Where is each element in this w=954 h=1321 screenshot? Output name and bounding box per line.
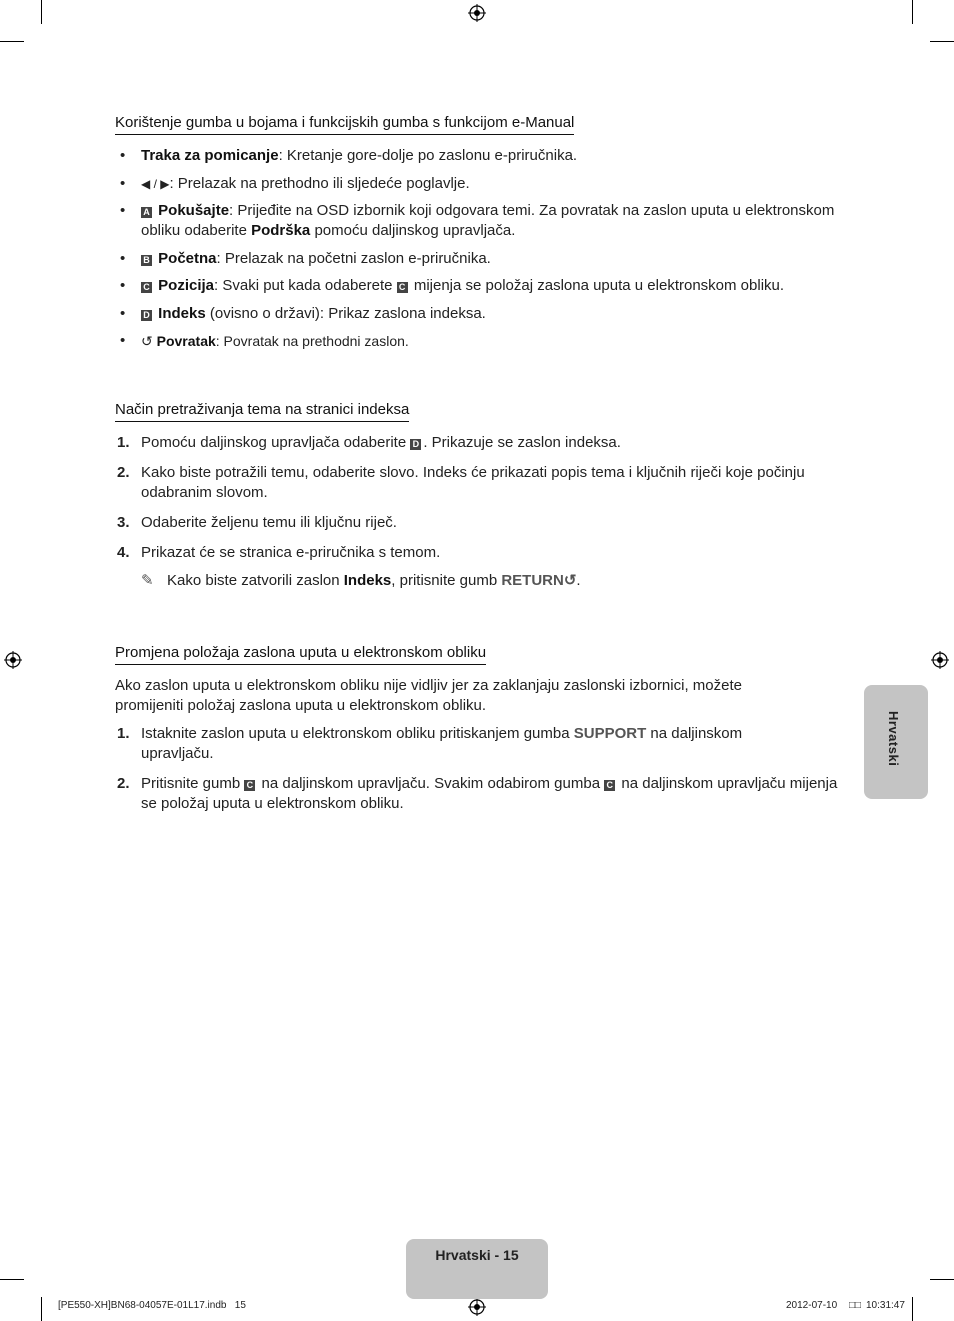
section-heading-color-buttons: Korištenje gumba u bojama i funkcijskih gumba s funkcijom e-Manual bbox=[115, 114, 574, 135]
bullet: • bbox=[120, 332, 126, 349]
note-pencil-icon: ✎ bbox=[141, 572, 154, 589]
imprint-time: 10:31:47 bbox=[866, 1300, 905, 1311]
arrows-icon: ◀ / ▶ bbox=[141, 177, 170, 191]
list-item bbox=[141, 304, 841, 324]
step-text-part: . Prikazuje se zaslon indeksa. bbox=[423, 434, 621, 451]
item-term: Pokušajte bbox=[158, 202, 230, 219]
step-number: 3. bbox=[117, 514, 130, 531]
note-term: Indeks bbox=[343, 572, 392, 589]
list-item bbox=[141, 201, 841, 241]
imprint-date: 2012-07-10 bbox=[786, 1300, 838, 1311]
step-text bbox=[141, 433, 841, 453]
item-term: Pozicija bbox=[158, 277, 215, 294]
step-text-part: Istaknite zaslon uputa u elektronskom obliku pritiskanjem gumba bbox=[141, 725, 574, 742]
item-text-2: pomoću daljinskog upravljača. bbox=[310, 222, 516, 239]
a-key-icon: A bbox=[141, 207, 152, 218]
registration-mark-icon bbox=[931, 651, 949, 669]
step-text bbox=[141, 774, 841, 814]
section-heading-position: Promjena položaja zaslona uputa u elektronskom obliku bbox=[115, 644, 486, 665]
item-term: Indeks bbox=[158, 305, 206, 322]
step-text-part: na daljinskom upravljaču. Svakim odabirom gumba bbox=[257, 775, 605, 792]
step-number: 1. bbox=[117, 434, 130, 451]
step-number: 1. bbox=[117, 725, 130, 742]
step-number: 2. bbox=[117, 775, 130, 792]
list-item bbox=[141, 174, 841, 194]
registration-mark-icon bbox=[4, 651, 22, 669]
list-item bbox=[141, 276, 861, 296]
crop-mark bbox=[41, 0, 42, 24]
section-heading-index-search: Način pretraživanja tema na stranici indeksa bbox=[115, 401, 409, 422]
return-icon: ↺ bbox=[141, 333, 153, 349]
list-item bbox=[141, 249, 841, 269]
c-key-icon: C bbox=[244, 780, 255, 791]
crop-mark bbox=[912, 0, 913, 24]
page-number-tab bbox=[406, 1239, 548, 1299]
crop-mark bbox=[0, 1279, 24, 1280]
bullet: • bbox=[120, 147, 126, 164]
item-term: Povratak bbox=[156, 333, 216, 349]
support-button-label: SUPPORT bbox=[573, 725, 647, 742]
item-term: Traka za pomicanje bbox=[141, 147, 279, 164]
d-key-icon: D bbox=[410, 439, 421, 450]
note-text-part: , pritisnite gumb bbox=[391, 572, 502, 589]
step-text: Kako biste potražili temu, odaberite slovo. Indeks će prikazati popis tema i ključnih riječi koje počinju odabranim slovom. bbox=[141, 464, 805, 501]
language-label: Hrvatski bbox=[886, 711, 901, 767]
c-key-icon: C bbox=[141, 282, 152, 293]
item-term-2: Podrška bbox=[251, 222, 311, 239]
intro-paragraph: Ako zaslon uputa u elektronskom obliku nije vidljiv jer za zaklanjaju zaslonski izbornici, možete promijeniti položaj zaslona uputa u elektronskom obliku. bbox=[115, 677, 742, 714]
bullet: • bbox=[120, 250, 126, 267]
registration-mark-icon bbox=[468, 4, 486, 22]
step-text-part: Pritisnite gumb bbox=[141, 775, 245, 792]
crop-mark bbox=[41, 1297, 42, 1321]
c-key-icon: C bbox=[604, 780, 615, 791]
step-number: 4. bbox=[117, 544, 130, 561]
return-button-label: RETURN↺ bbox=[501, 572, 577, 589]
item-text: : Prelazak na početni zaslon e-priručnika. bbox=[216, 250, 491, 267]
bullet: • bbox=[120, 202, 126, 219]
b-key-icon: B bbox=[141, 255, 152, 266]
bullet: • bbox=[120, 175, 126, 192]
list-item bbox=[141, 331, 841, 351]
page-number: Hrvatski - 15 bbox=[435, 1247, 519, 1263]
step-text: Odaberite željenu temu ili ključnu riječ. bbox=[141, 514, 397, 531]
crop-mark bbox=[930, 1279, 954, 1280]
crop-mark bbox=[912, 1297, 913, 1321]
item-term: Početna bbox=[158, 250, 217, 267]
note-text-part: . bbox=[576, 572, 581, 589]
item-text: (ovisno o državi): Prikaz zaslona indeksa. bbox=[205, 305, 486, 322]
note-text bbox=[167, 571, 581, 591]
language-side-tab bbox=[864, 685, 928, 799]
crop-mark bbox=[0, 41, 24, 42]
crop-mark bbox=[930, 41, 954, 42]
bullet: • bbox=[120, 305, 126, 322]
item-text: : Svaki put kada odaberete bbox=[214, 277, 397, 294]
file-imprint: [PE550-XH]BN68-04057E-01L17.indb 15 bbox=[58, 1300, 246, 1311]
item-text: : Prijeđite na OSD izbornik koji odgovara temi. Za povratak na zaslon uputa u elektronskom obliku odaberite bbox=[141, 202, 835, 239]
item-text: : Povratak na prethodni zaslon. bbox=[215, 333, 409, 349]
item-text: : Kretanje gore-dolje po zaslonu e-priručnika. bbox=[278, 147, 578, 164]
item-text-2: mijenja se položaj zaslona uputa u elektronskom obliku. bbox=[409, 277, 785, 294]
c-key-icon: C bbox=[397, 282, 408, 293]
d-key-icon: D bbox=[141, 310, 152, 321]
registration-mark-icon bbox=[468, 1298, 486, 1316]
step-text-part: na daljinskom upravljaču. bbox=[141, 725, 743, 762]
step-text-part: na daljinskom upravljaču mijenja se položaj uputa u elektronskom obliku. bbox=[141, 775, 838, 812]
imprint-time-prefix: □□ bbox=[849, 1300, 862, 1311]
step-text bbox=[141, 724, 811, 764]
step-number: 2. bbox=[117, 464, 130, 481]
item-text: : Prelazak na prethodno ili sljedeće poglavlje. bbox=[169, 175, 470, 192]
step-text: Prikazat će se stranica e-priručnika s temom. bbox=[141, 544, 441, 561]
note-text-part: Kako biste zatvorili zaslon bbox=[167, 572, 344, 589]
bullet: • bbox=[120, 277, 126, 294]
list-item bbox=[141, 146, 841, 166]
step-text-part: Pomoću daljinskog upravljača odaberite bbox=[141, 434, 411, 451]
